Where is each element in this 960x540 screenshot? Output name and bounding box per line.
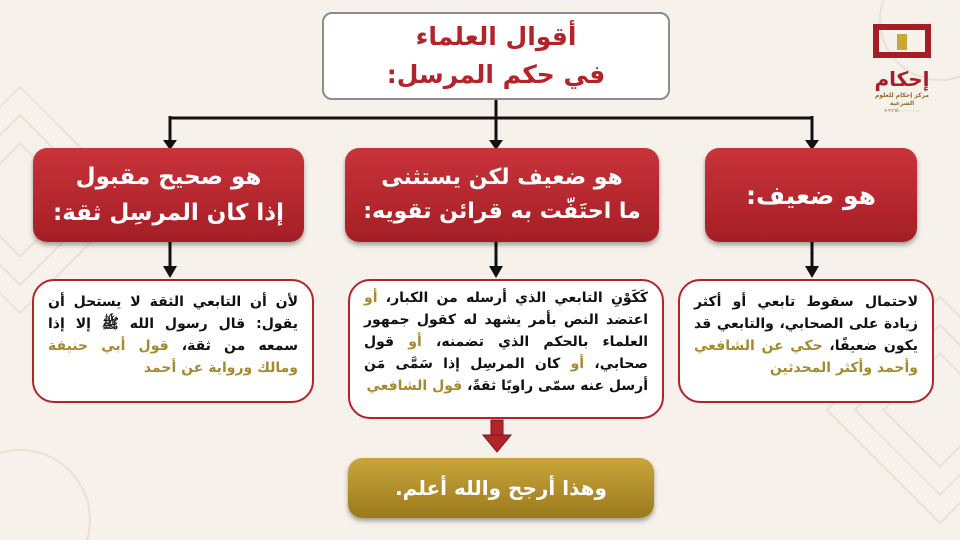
title-line-2: في حكم المرسل: xyxy=(386,60,606,89)
detail-weak-attribution: حكي عن الشافعي وأحمد وأكثر المحدثين xyxy=(694,338,918,376)
detail-accepted-text: لأن أن التابعي الثقة لا يستحل أن يقول: قال رسول الله ﷺ إلا إذا سمعه من ثقة، xyxy=(48,294,298,354)
conclusion-box xyxy=(348,458,654,518)
detail-mid-attribution: قول الشافعي xyxy=(366,378,463,394)
down-arrow-icon xyxy=(483,420,511,452)
detail-mid-part-4: كان المرسِل إذا سَمَّى مَن أرسل عنه سمّى راويًا ثقةً، xyxy=(364,356,648,394)
conclusion-text: وهذا أرجح والله أعلم. xyxy=(395,476,607,500)
diagram-title xyxy=(322,12,670,100)
logo-name: إحكام xyxy=(874,67,930,91)
category-accepted xyxy=(33,148,304,242)
detail-mid-part-3: قول صحابي، xyxy=(364,334,648,372)
category-accepted-line-2: إذا كان المرسِل ثقة: xyxy=(53,200,284,226)
detail-mid-part-1: كَكَوْنِ التابعي الذي أرسله من الكبار، xyxy=(377,290,648,306)
detail-weak-text: لاحتمال سقوط تابعي أو أكثر زيادة على الصحابي، والتابعي قد يكون ضعيفًا، xyxy=(694,294,918,354)
detail-accepted-attribution: قول أبي حنيفة ومالك ورواية عن أحمد xyxy=(48,338,298,376)
detail-mid-or-1: أو xyxy=(364,290,378,306)
detail-mid-or-3: أو xyxy=(570,356,585,372)
logo-emblem-icon xyxy=(867,20,937,66)
detail-accepted xyxy=(32,279,314,403)
category-accepted-line-1: هو صحيح مقبول xyxy=(75,164,262,190)
logo-phone: ٩٦٦٥٠٠٠٠٠٠٠٠+ xyxy=(883,108,921,114)
detail-weak-with-exception xyxy=(348,279,664,419)
title-line-1: أقوال العلماء xyxy=(415,22,577,51)
category-weak xyxy=(705,148,917,242)
brand-logo xyxy=(862,20,942,114)
detail-weak xyxy=(678,279,934,403)
logo-subtitle: مركز إحكام للعلوم الشرعية xyxy=(874,92,930,107)
detail-mid-part-2: اعتضد النص بأمر يشهد له كقول جمهور العلماء بالحكم الذي تضمنه، xyxy=(364,312,648,350)
category-weak-with-exception xyxy=(345,148,659,242)
category-weak-label: هو ضعيف: xyxy=(746,180,876,210)
category-weak-exception-line-1: هو ضعيف لكن يستثنى xyxy=(381,165,623,190)
category-weak-exception-line-2: ما احتَفّت به قرائن تقويه: xyxy=(363,199,641,224)
detail-mid-or-2: أو xyxy=(408,334,422,350)
